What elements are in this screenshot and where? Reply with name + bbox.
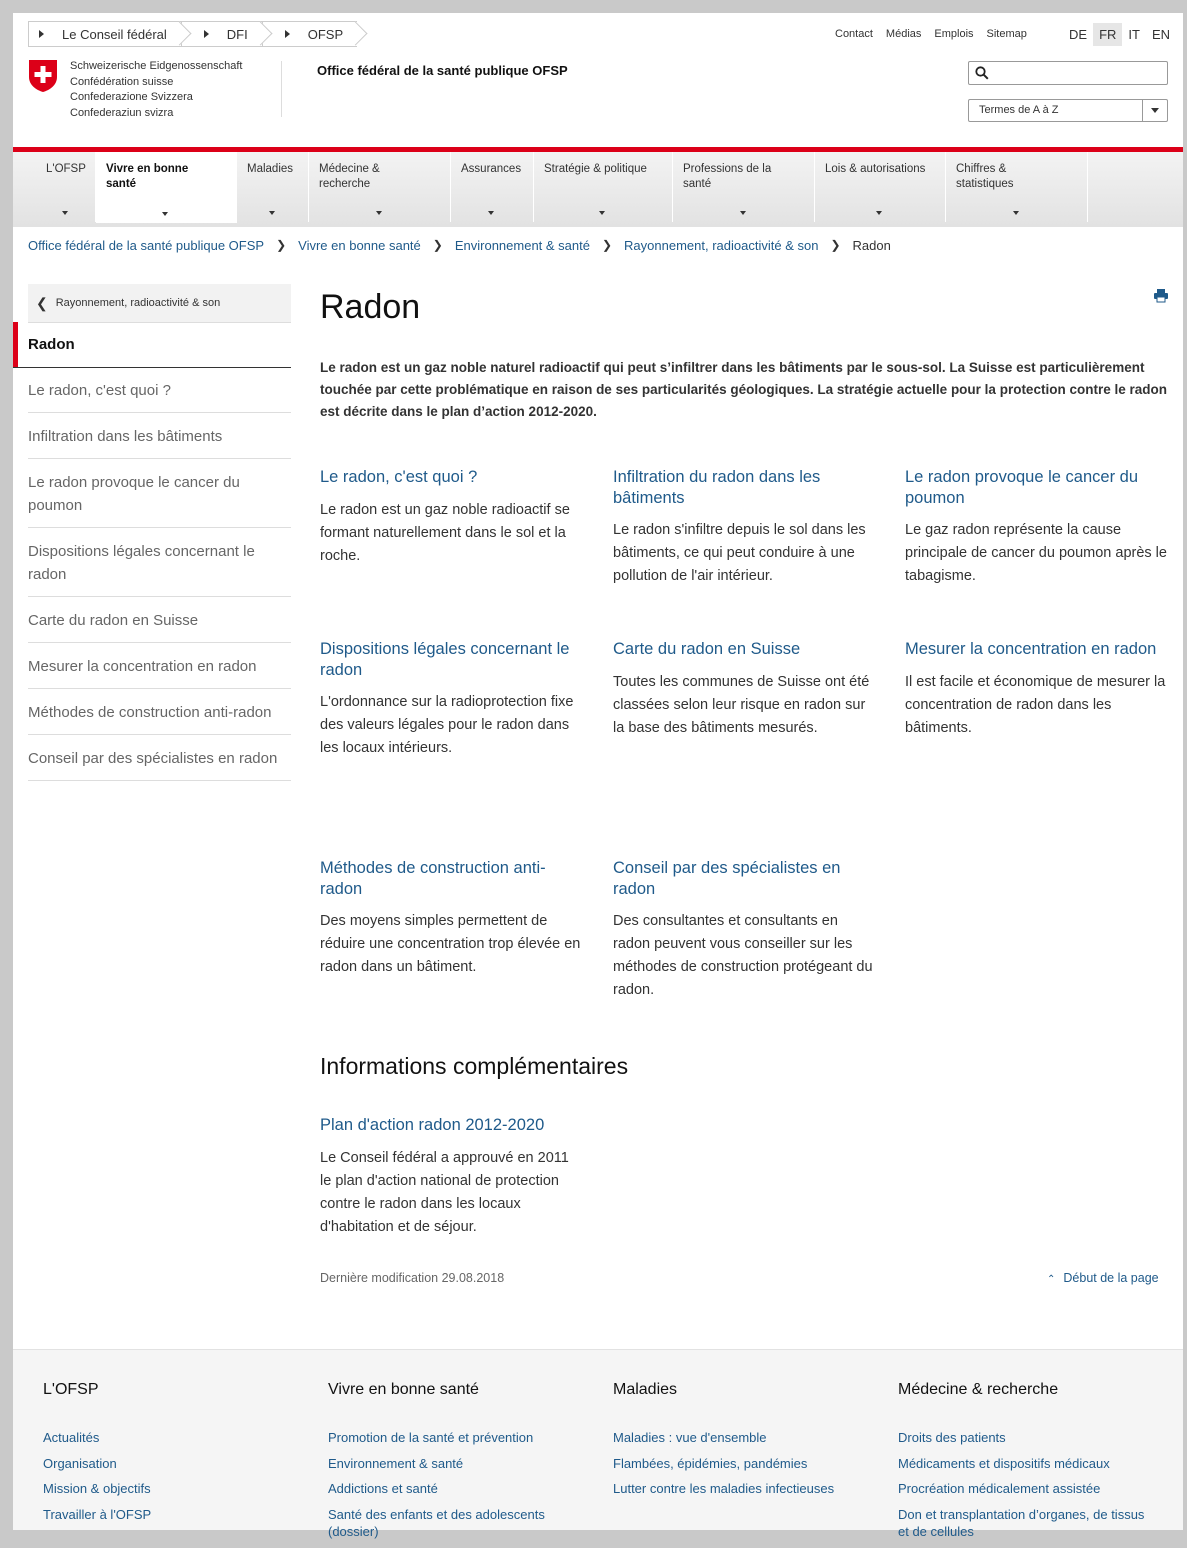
header-divider	[281, 61, 282, 117]
active-indicator	[13, 322, 18, 367]
logo-line: Schweizerische Eidgenossenschaft	[70, 60, 243, 72]
chevron-down-icon	[62, 211, 68, 215]
section-title: Informations complémentaires	[320, 1053, 629, 1079]
lang-fr[interactable]: FR	[1093, 23, 1122, 46]
chevron-down-icon	[488, 211, 494, 215]
nav-item-label: Chiffres & statistiques	[956, 163, 1014, 190]
teaser-title[interactable]: Infiltration du radon dans les bâtiments	[613, 468, 821, 507]
nav-item-chiffres[interactable]	[946, 152, 1088, 222]
teaser-text: Le radon est un gaz noble radioactif se formant naturellement dans le sol et la roche.	[320, 501, 570, 564]
nav-item-vivre[interactable]	[96, 152, 237, 223]
triangle-right-icon	[285, 30, 290, 38]
office-title: Office fédéral de la santé publique OFSP	[317, 63, 568, 78]
footer-link[interactable]: Travailler à l'OFSP	[43, 1506, 152, 1522]
teaser-title[interactable]: Conseil par des spécialistes en radon	[613, 859, 841, 898]
chevron-right-icon: ❯	[432, 238, 443, 252]
nav-item-label: Stratégie & politique	[544, 163, 647, 175]
teaser	[320, 858, 582, 979]
teaser	[320, 1115, 582, 1239]
logo-line: Confederaziun svizra	[70, 106, 174, 119]
last-modified: Dernière modification 29.08.2018	[320, 1271, 505, 1285]
footer-column	[43, 1350, 303, 1531]
footer-heading: Maladies	[613, 1381, 678, 1398]
meta-link-emplois[interactable]: Emplois	[934, 28, 974, 40]
nav-item-label: Médecine & recherche	[319, 163, 380, 190]
sidebar-item[interactable]: Méthodes de construction anti-radon	[28, 689, 291, 735]
breadcrumb-link[interactable]: Rayonnement, radioactivité & son	[624, 238, 819, 253]
teaser	[613, 639, 875, 740]
nav-item-label: Assurances	[461, 163, 522, 175]
footer-link[interactable]: Droits des patients	[898, 1430, 1006, 1445]
footer-link[interactable]: Promotion de la santé et prévention	[328, 1430, 534, 1445]
back-to-top-link[interactable]	[1047, 1271, 1159, 1285]
sidebar-item[interactable]: Dispositions légales concernant le radon	[28, 528, 291, 597]
sidebar-item-active[interactable]	[13, 322, 291, 368]
footer-link[interactable]: Maladies : vue d'ensemble	[613, 1430, 767, 1445]
teaser	[905, 467, 1167, 588]
teaser-title[interactable]: Mesurer la concentration en radon	[905, 640, 1157, 658]
footer-column	[613, 1350, 873, 1506]
nav-item-label: Lois & autorisations	[825, 163, 926, 175]
federal-breadcrumb-label: DFI	[226, 26, 248, 42]
footer-link[interactable]: Environnement & santé	[328, 1455, 464, 1471]
main-nav	[13, 147, 1183, 227]
chevron-up-icon: ⌃	[1047, 1274, 1056, 1285]
meta-link-sitemap[interactable]: Sitemap	[986, 28, 1027, 40]
chevron-down-icon	[599, 211, 605, 215]
teaser-title[interactable]: Le radon provoque le cancer du poumon	[905, 468, 1138, 507]
sidebar-item[interactable]: Infiltration dans les bâtiments	[28, 413, 291, 459]
breadcrumb-link[interactable]: Vivre en bonne santé	[298, 238, 421, 253]
footer-link[interactable]: Médicaments et dispositifs médicaux	[898, 1455, 1110, 1471]
lang-it[interactable]: IT	[1128, 27, 1140, 42]
language-switcher	[1063, 23, 1176, 46]
chevron-down-icon	[269, 211, 275, 215]
footer-column	[898, 1350, 1158, 1548]
logo-text	[70, 59, 242, 121]
az-select-toggle[interactable]	[1142, 100, 1167, 121]
swiss-shield-icon	[28, 59, 58, 93]
footer-link[interactable]: Actualités	[43, 1430, 100, 1445]
teaser-text: Des moyens simples permettent de réduire une concentration trop élevée en radon dans un bâtiment.	[320, 913, 581, 975]
nav-item-label: Professions de la santé	[683, 163, 772, 190]
teaser-title[interactable]: Plan d'action radon 2012-2020	[320, 1116, 545, 1134]
logo-line: Confédération suisse	[70, 75, 174, 88]
sidebar-item-label: Radon	[28, 336, 75, 353]
nav-item-label: L'OFSP	[46, 163, 86, 175]
lang-de[interactable]: DE	[1069, 27, 1088, 42]
nav-item-assurances[interactable]	[451, 152, 534, 222]
teaser-title[interactable]: Dispositions légales concernant le radon	[320, 640, 570, 679]
sidebar-item[interactable]: Carte du radon en Suisse	[28, 597, 291, 643]
sidebar-item[interactable]: Conseil par des spécialistes en radon	[28, 735, 291, 781]
chevron-down-icon	[1013, 211, 1019, 215]
footer-link[interactable]: Flambées, épidémies, pandémies	[613, 1455, 808, 1471]
teaser-text: Le radon s'infiltre depuis le sol dans les bâtiments, ce qui peut conduire à une pollution de l'air intérieur.	[613, 522, 866, 584]
chevron-down-icon	[376, 211, 382, 215]
triangle-right-icon	[204, 30, 209, 38]
breadcrumb	[28, 238, 891, 253]
footer-heading: Médecine & recherche	[898, 1381, 1059, 1398]
breadcrumb-current: Radon	[852, 238, 891, 253]
lead-paragraph: Le radon est un gaz noble naturel radioactif qui peut s’infiltrer dans les bâtiments par le sous-sol. La Suisse est particulièrement touchée par cette problématique en raison de ses particularités géologiques. La stratégie actuelle pour la protection contre le radon est décrite dans le plan d’action 2012-2020.	[320, 360, 1167, 419]
footer-link[interactable]: Don et transplantation d’organes, de tissus et de cellules	[898, 1506, 1145, 1539]
teaser-text: L'ordonnance sur la radioprotection fixe des valeurs légales pour le radon dans les locaux intérieurs.	[320, 694, 574, 756]
teaser-text: Toutes les communes de Suisse ont été classées selon leur risque en radon sur la base des bâtiments mesurés.	[613, 673, 870, 736]
sidebar-list	[28, 367, 291, 781]
print-icon[interactable]	[1154, 289, 1168, 302]
nav-item-professions[interactable]	[673, 152, 815, 222]
chevron-down-icon	[162, 212, 168, 216]
sidebar-item[interactable]: Mesurer la concentration en radon	[28, 643, 291, 689]
breadcrumb-link[interactable]: Office fédéral de la santé publique OFSP	[28, 238, 265, 253]
teaser	[320, 467, 582, 568]
nav-item-medecine[interactable]	[309, 152, 451, 222]
nav-item-maladies[interactable]	[237, 152, 309, 222]
chevron-down-icon	[876, 211, 882, 215]
footer-column	[328, 1350, 588, 1548]
federal-breadcrumb-item[interactable]	[181, 21, 262, 47]
nav-item-label: Vivre en bonne santé	[106, 163, 189, 190]
search-icon[interactable]	[975, 66, 989, 80]
breadcrumb-link[interactable]: Environnement & santé	[454, 238, 590, 253]
federal-breadcrumb	[28, 21, 357, 45]
sidebar-back-label: Rayonnement, radioactivité & son	[55, 297, 221, 309]
sidebar-item[interactable]: Le radon provoque le cancer du poumon	[28, 459, 291, 528]
chevron-right-icon: ❯	[830, 238, 841, 252]
footer-link[interactable]: Lutter contre les maladies infectieuses	[613, 1481, 835, 1496]
teaser	[613, 858, 875, 1002]
footer-link[interactable]: Mission & objectifs	[43, 1481, 151, 1496]
chevron-down-icon	[740, 211, 746, 215]
footer-link[interactable]: Procréation médicalement assistée	[898, 1481, 1101, 1496]
footer-link[interactable]: Santé des enfants et des adolescents (dossier)	[328, 1506, 545, 1539]
federal-breadcrumb-label: OFSP	[307, 26, 344, 42]
teaser	[905, 639, 1167, 740]
teaser-text: Il est facile et économique de mesurer la concentration de radon dans les bâtiments.	[905, 673, 1166, 736]
az-select[interactable]	[968, 99, 1168, 122]
chevron-left-icon: ❮	[36, 294, 48, 311]
logo-line: Confederazione Svizzera	[70, 91, 193, 103]
triangle-right-icon	[39, 30, 44, 38]
meta-links	[835, 28, 1027, 40]
teaser-title[interactable]: Le radon, c'est quoi ?	[320, 468, 478, 486]
lang-en[interactable]: EN	[1151, 27, 1171, 42]
page-title: Radon	[320, 288, 421, 326]
footer-heading: L'OFSP	[43, 1381, 99, 1398]
nav-item-label: Maladies	[247, 163, 294, 175]
federal-breadcrumb-item[interactable]	[262, 21, 357, 47]
back-to-top-label: Début de la page	[1063, 1271, 1159, 1285]
teaser	[613, 467, 875, 588]
az-select-value: Termes de A à Z	[979, 104, 1059, 116]
meta-link-medias[interactable]: Médias	[885, 28, 922, 40]
chevron-right-icon: ❯	[601, 238, 613, 252]
federal-breadcrumb-label: Le Conseil fédéral	[62, 26, 167, 42]
footer	[13, 1349, 1183, 1539]
federal-breadcrumb-item[interactable]	[28, 21, 181, 47]
teaser-text: Le gaz radon représente la cause principale de cancer du poumon après le tabagisme.	[905, 522, 1167, 584]
footer-link[interactable]: Organisation	[43, 1455, 117, 1471]
teaser-title[interactable]: Méthodes de construction anti-radon	[320, 859, 546, 898]
search-input[interactable]	[995, 65, 1159, 81]
teaser-text: Des consultantes et consultants en radon peuvent vous conseiller sur les méthodes de construction protégeant du radon.	[613, 913, 873, 998]
sidebar-item[interactable]: Le radon, c'est quoi ?	[28, 367, 291, 413]
page	[13, 13, 1183, 1539]
sidebar-back-link[interactable]	[28, 284, 291, 323]
chevron-down-icon	[1151, 108, 1159, 113]
teaser-text: Le Conseil fédéral a approuvé en 2011 le plan d'action national de protection contre le radon dans les locaux d'habitation et de séjour.	[320, 1149, 569, 1235]
footer-heading: Vivre en bonne santé	[328, 1381, 479, 1398]
teaser	[320, 639, 582, 760]
search-box	[968, 61, 1168, 85]
swiss-logo[interactable]	[28, 59, 242, 121]
nav-item-strategie[interactable]	[534, 152, 673, 222]
nav-item-ofsp[interactable]	[36, 152, 96, 222]
footer-link[interactable]: Addictions et santé	[328, 1481, 438, 1496]
chevron-right-icon: ❯	[276, 238, 287, 252]
teaser-title[interactable]: Carte du radon en Suisse	[613, 640, 801, 658]
meta-link-contact[interactable]: Contact	[835, 28, 873, 40]
nav-item-lois[interactable]	[815, 152, 946, 222]
